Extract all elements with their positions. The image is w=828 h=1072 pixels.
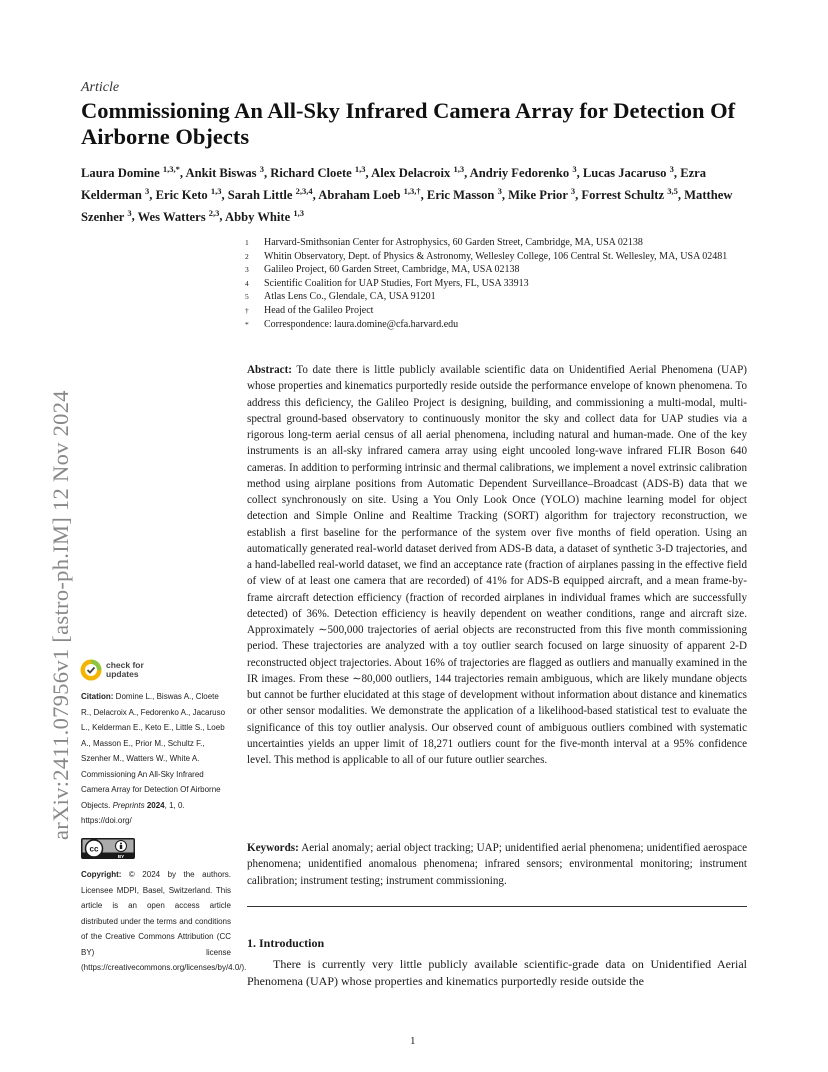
author-entry	[81, 166, 180, 180]
svg-text:BY: BY	[117, 853, 125, 859]
author-affiliation-marks: 3	[570, 185, 576, 196]
affiliation-number: †	[245, 305, 249, 315]
author-entry	[270, 166, 365, 180]
affiliation-number: 4	[245, 278, 249, 288]
abstract-label: Abstract:	[247, 364, 292, 376]
author-affiliation-marks: 3	[572, 164, 577, 174]
affiliation-item	[245, 236, 750, 250]
author-entry	[470, 166, 577, 180]
author-name: Eric Keto	[155, 187, 208, 202]
author-affiliation-marks: 3	[127, 207, 132, 218]
arxiv-identifier-watermark: arXiv:2411.07956v1 [astro-ph.IM] 12 Nov 2024	[48, 390, 73, 840]
affiliation-text: Correspondence: laura.domine@cfa.harvard.edu	[264, 318, 459, 330]
author-affiliation-marks: 3	[497, 185, 502, 196]
author-affiliation-marks: 1,3	[210, 185, 222, 196]
affiliation-text: Head of the Galileo Project	[264, 304, 374, 316]
section-heading-introduction: 1. Introduction	[247, 936, 325, 950]
author-name: Sarah Little	[227, 187, 293, 202]
author-entry	[426, 185, 502, 202]
paper-title: Commissioning An All-Sky Infrared Camera Array for Detection Of Airborne Objects	[81, 98, 736, 149]
affiliations-list	[245, 236, 750, 331]
affiliation-item	[245, 263, 750, 277]
check-updates-line2: updates	[106, 669, 139, 679]
affiliation-number: 5	[245, 292, 249, 302]
affiliation-text: Atlas Lens Co., Glendale, CA, USA 91201	[264, 291, 436, 303]
author-name: Abby White	[225, 209, 291, 224]
check-updates-icon	[80, 659, 102, 681]
author-name: Eric Masson	[426, 187, 495, 202]
affiliation-number: *	[245, 319, 249, 329]
check-updates-line1: check for	[106, 659, 144, 670]
author-affiliation-marks: 2,3,4	[295, 185, 313, 196]
affiliation-text: Scientific Coalition for UAP Studies, Fort Myers, FL, USA 33913	[264, 277, 529, 289]
affiliation-text: Galileo Project, 60 Garden Street, Cambridge, MA, USA 02138	[264, 264, 520, 276]
author-affiliation-marks: 1,3,*	[162, 164, 180, 174]
author-name: Laura Domine	[81, 166, 160, 181]
author-name: Andriy Fedorenko	[469, 166, 570, 181]
citation-label: Citation:	[81, 692, 114, 701]
author-affiliation-marks: 3	[259, 164, 264, 174]
copyright-block	[81, 867, 247, 976]
abstract-text: To date there is little publicly available scientific data on Unidentified Aerial Phenomena (UAP) whose properties and kinematics purportedly reside outside the performance envelope of known phenomena. To address this deficiency, the Galileo Project is designing, building, and commissioning a multi-modal, multi-spectral ground-based observatory to continuously monitor the sky and collect data for UAP studies via a rigorous long-term aerial census of all aerial phenomena, including natural and human-made. One of the key instruments is an all-sky infrared camera array using eight uncooled long-wave infrared FLIR Boson 640 cameras. In addition to performing intrinsic and thermal calibrations, we implement a novel extrinsic calibration method using airplane positions from Automatic Dependent Surveillance–Broadcast (ADS-B) data that we collect synchronously on site. Using a You Only Look Once (YOLO) machine learning model for object detection and Simple Online and Realtime Tracking (SORT) algorithm for trajectory reconstruction, we establish a first baseline for the performance of the system over five months of field operation. Using an automatically generated real-world dataset derived from ADS-B data, a dataset of synthetic 3-D trajectories, and a hand-labelled real-world dataset, we find an acceptance rate (fraction of airplanes passing in the effective field of view of at least one camera that are recorded) of 41% for ADS-B equipped aircraft, and a mean frame-by-frame aircraft detection efficiency (fraction of recorded airplanes in individual frames which are successfully detected) of 36%. Detection efficiency is heavily dependent on weather conditions, range and aircraft size. Approximately ∼500,000 trajectories of aerial objects are reconstructed from this five month commissioning period. These trajectories are analyzed with a toy outlier search focused on large sinuosity of apparent 2-D reconstructed object trajectories. About 16% of trajectories are flagged as outliers and manually examined in the IR images. From these ∼80,000 outliers, 144 trajectories remain ambiguous, which are likely mundane objects but cannot be further elucidated at this stage of development without information about distance and kinematics or other sensor modalities. We demonstrate the application of a likelihood-based statistical test to evaluate the significance of this toy outlier analysis. Our observed count of ambiguous outliers combined with systematic uncertainties yields an upper limit of 18,271 outliers count for the five-month interval at a 95% confidence level. This method is applicable to all of our future outlier searches.	[247, 364, 748, 766]
author-name: Ezra Kelderman	[81, 166, 707, 202]
citation-block	[81, 689, 231, 829]
copyright-label: Copyright:	[81, 870, 122, 879]
author-affiliation-marks: 1,3	[293, 207, 304, 218]
author-name: Wes Watters	[137, 209, 206, 224]
keywords	[247, 840, 747, 889]
section-divider	[247, 906, 747, 907]
copyright-text: © 2024 by the authors. Licensee MDPI, Basel, Switzerland. This article is an open access article distributed under the terms and conditions of the Creative Commons Attribution (CC BY) license (https://creativecommons.org/licenses/by/4.0/).	[81, 870, 247, 972]
author-affiliation-marks: 1,3	[354, 164, 366, 174]
check-updates-text	[106, 661, 144, 680]
author-entry	[137, 207, 220, 224]
author-name: Ankit Biswas	[185, 166, 257, 181]
author-affiliation-marks: 3,5	[667, 185, 678, 196]
author-name: Richard Cloete	[270, 166, 352, 181]
citation-text: Domine L., Biswas A., Cloete R., Delacroix A., Fedorenko A., Jacaruso L., Kelderman E., Keto E., Little S., Loeb A., Masson E., Prior M., Schultz F., Szenher M., Watters W., White A. Commissioning An All-Sky Infrared Camera Array for Detection Of Airborne Objects.	[81, 692, 226, 810]
article-type-label: Article	[81, 80, 120, 95]
citation-journal: Preprints	[112, 800, 145, 810]
author-entry	[227, 185, 313, 202]
keywords-text: Aerial anomaly; aerial object tracking; UAP; unidentified aerial phenomena; unidentified aerospace phenomena; unidentified anomalous phenomena; infrared sensors; environmental monitoring; instrument calibration; instrument testing; instrument commissioning.	[247, 842, 747, 887]
page-number: 1	[410, 1035, 416, 1047]
affiliation-text: Harvard-Smithsonian Center for Astrophysics, 60 Garden Street, Cambridge, MA, USA 02138	[264, 237, 643, 248]
affiliation-item	[245, 318, 750, 332]
author-name: Mike Prior	[508, 187, 568, 202]
keywords-label: Keywords:	[247, 842, 299, 854]
affiliation-number: 2	[245, 251, 249, 261]
author-name: Abraham Loeb	[318, 187, 401, 202]
affiliation-item	[245, 250, 750, 264]
author-affiliation-marks: 3	[669, 164, 674, 174]
check-for-updates-badge[interactable]	[80, 659, 144, 681]
affiliation-number: 3	[245, 265, 249, 275]
affiliation-item	[245, 277, 750, 291]
svg-text:cc: cc	[89, 844, 99, 854]
abstract	[247, 362, 747, 768]
introduction-paragraph: There is currently very little publicly available scientific-grade data on Unidentified Aerial Phenomena (UAP) whose properties and kinematics purportedly reside outside the	[247, 957, 747, 988]
author-name: Matthew Szenher	[81, 187, 733, 224]
author-name: Lucas Jacaruso	[582, 166, 667, 181]
author-affiliation-marks: 3	[145, 185, 150, 196]
author-affiliation-marks: 1,3	[453, 164, 465, 174]
author-entry	[371, 166, 464, 180]
affiliation-item	[245, 304, 750, 318]
affiliation-item	[245, 290, 750, 304]
author-entry	[155, 185, 222, 202]
author-list: Laura Domine $^{1,3,*}$, Ankit Biswas $^3$, Richard Cloete $^{1,3}$, Alex Delacroix $^{1,3}$, Andriy Fedorenko $^3$, Lucas Jacaruso $^3$, Ezra Kelderman $^3$, Eric Keto $^{1,3}$, Sarah Little $^{2,3,4}$, Abraham Loeb $^{1,3,\dagger}$, Eric Masson $^3$, Mike Prior $^3$, Forrest Schultz $^{3,5}$, Matthew Szenher $^3$, Wes Watters $^{2,3}$, Abby White $^{1,3}$	[81, 164, 733, 224]
author-entry	[225, 207, 304, 224]
author-entry	[508, 185, 576, 202]
author-name: Forrest Schultz	[581, 187, 665, 202]
author-affiliation-marks: 1,3,†	[403, 185, 421, 196]
author-entry	[583, 166, 674, 180]
citation-tail: , 1, 0. https://doi.org/	[81, 800, 185, 825]
author-entry	[185, 166, 263, 180]
author-name: Alex Delacroix	[371, 166, 451, 181]
author-entry	[318, 185, 421, 202]
author-affiliation-marks: 2,3	[208, 207, 220, 218]
citation-year: 2024	[146, 800, 165, 810]
affiliation-text: Whitin Observatory, Dept. of Physics & Astronomy, Wellesley College, 106 Central St. Wellesley, MA, USA 02481	[264, 250, 728, 262]
author-entry	[581, 185, 678, 202]
cc-by-license-icon[interactable]	[81, 838, 135, 859]
affiliation-number: 1	[245, 238, 249, 247]
